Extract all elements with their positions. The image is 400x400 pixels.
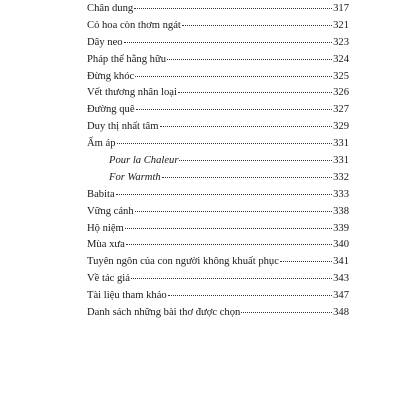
toc-entry: [87, 119, 349, 136]
toc-entry: [87, 271, 349, 288]
dot-leader: [179, 160, 332, 161]
toc-subentry: [87, 153, 349, 170]
toc-entry-title: Về tác giả: [87, 273, 130, 285]
dot-leader: [280, 261, 332, 262]
toc-entry-page: 347: [333, 290, 349, 302]
toc-entry-page: 332: [333, 171, 349, 183]
toc-entry-page: 324: [333, 53, 349, 65]
toc-entry-page: 333: [333, 188, 349, 200]
toc-entry-title: Hộ niệm: [87, 222, 124, 234]
toc-entry-page: 348: [333, 307, 349, 319]
toc-entry-page: 339: [333, 222, 349, 234]
toc-entry-title: Ấm áp: [87, 138, 116, 150]
dot-leader: [135, 211, 332, 212]
dot-leader: [160, 126, 333, 127]
toc-entry-page: 341: [333, 256, 349, 268]
toc-entry-title: Đường quê: [87, 104, 135, 116]
dot-leader: [136, 109, 333, 110]
toc-entry-title: For Warmth: [109, 171, 161, 183]
toc-entry: [87, 254, 349, 271]
dot-leader: [116, 194, 332, 195]
toc-entry-page: 317: [333, 3, 349, 14]
toc-entry-page: 338: [333, 205, 349, 217]
toc-entry: [87, 136, 349, 153]
toc-entry: [87, 52, 349, 69]
toc-entry: [87, 204, 349, 221]
dot-leader: [125, 228, 332, 229]
toc-entry-page: 321: [333, 19, 349, 31]
toc-entry-page: 323: [333, 36, 349, 48]
toc-entry-title: Cỏ hoa còn thơm ngát: [87, 19, 181, 31]
dot-leader: [167, 59, 332, 60]
toc-entry: [87, 288, 349, 305]
toc-subentry: [87, 170, 349, 187]
toc-entry-page: 329: [333, 121, 349, 133]
toc-entry-title: Chân dung: [87, 3, 134, 14]
toc-entry-page: 326: [333, 87, 349, 99]
dot-leader: [135, 76, 332, 77]
dot-leader: [124, 42, 333, 43]
toc-entry-title: Vết thương nhân loại: [87, 87, 177, 99]
toc-entry-title: Dây neo: [87, 36, 123, 48]
toc-entry-title: Vững cánh: [87, 205, 134, 217]
dot-leader: [182, 25, 332, 26]
toc-entry-title: Duy thị nhất tâm: [87, 121, 159, 133]
toc-entry-title: Danh sách những bài thơ được chọn: [87, 307, 241, 319]
toc-entry-title: Babita: [87, 188, 115, 200]
dot-leader: [126, 244, 332, 245]
toc-entry-title: Tuyên ngôn của con người không khuất phục: [87, 256, 279, 268]
table-of-contents: [87, 1, 349, 322]
toc-entry: [87, 102, 349, 119]
toc-entry-page: 325: [333, 70, 349, 82]
toc-entry-page: 331: [333, 155, 349, 167]
toc-entry-page: 331: [333, 138, 349, 150]
toc-entry-title: Đừng khóc: [87, 70, 135, 82]
toc-entry: [87, 85, 349, 102]
toc-entry-title: Pháp thể hằng hữu: [87, 53, 167, 65]
toc-entry-page: 327: [333, 104, 349, 116]
toc-entry: [87, 237, 349, 254]
toc-entry: [87, 18, 349, 35]
toc-entry: [87, 69, 349, 86]
toc-entry: [87, 305, 349, 322]
toc-entry-title: Mùa xưa: [87, 239, 125, 251]
dot-leader: [178, 92, 332, 93]
dot-leader: [168, 295, 332, 296]
toc-entry: [87, 187, 349, 204]
dot-leader: [241, 312, 332, 313]
dot-leader: [117, 143, 333, 144]
dot-leader: [134, 8, 332, 9]
toc-entry-title: Pour la Chaleur: [109, 155, 179, 167]
toc-entry: [87, 1, 349, 18]
toc-entry-page: 340: [333, 239, 349, 251]
toc-entry: [87, 221, 349, 238]
toc-entry-title: Tài liệu tham khảo: [87, 290, 167, 302]
toc-entry-page: 343: [333, 273, 349, 285]
dot-leader: [131, 278, 332, 279]
dot-leader: [162, 177, 332, 178]
toc-entry: [87, 35, 349, 52]
